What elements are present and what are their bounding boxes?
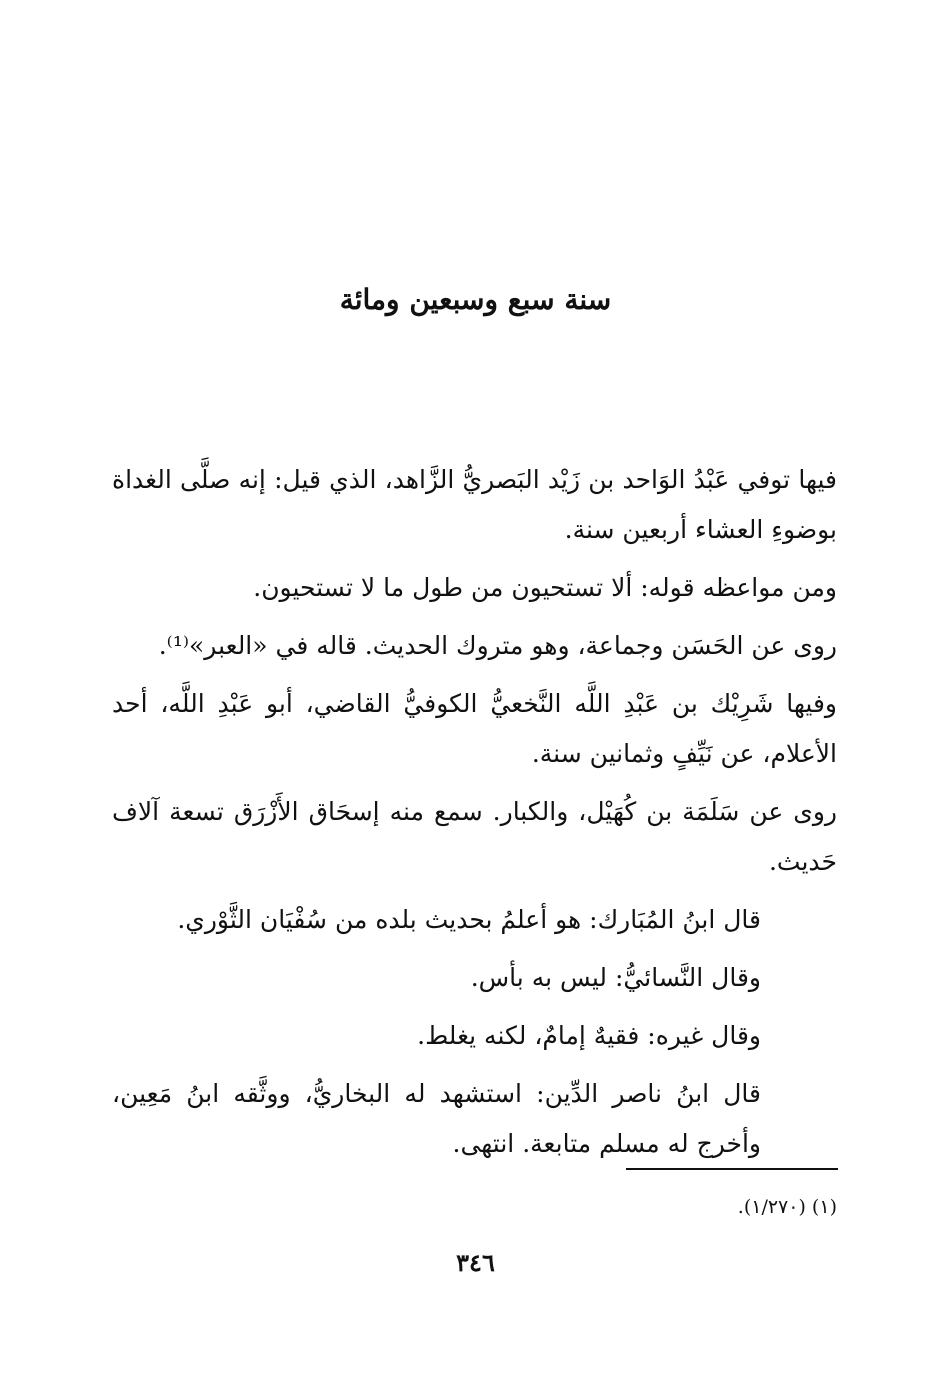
- paragraph: قال ابنُ المُبَارك: هو أعلمُ بحديث بلده من سُفْيَان الثَّوْري.: [177, 905, 761, 934]
- chapter-title: سنة سبع وسبعين ومائة: [339, 283, 612, 316]
- page-number: ٣٤٦: [456, 1248, 495, 1277]
- main-text: [112, 455, 837, 1177]
- footnote-divider: [626, 1168, 838, 1170]
- paragraph: قال ابنُ ناصر الدِّين: استشهد له البخاريُّ، ووثَّقه ابنُ مَعِين، وأخرج له مسلم متابعة. انتهى.: [112, 1079, 761, 1158]
- paragraph: روى عن سَلَمَة بن كُهَيْل، والكبار. سمع منه إسحَاق الأَزْرَق تسعة آلاف حَديث.: [112, 797, 837, 876]
- paragraph: وقال النَّسائيُّ: ليس به بأس.: [470, 963, 761, 992]
- footnote: (١) (١/٢٧٠).: [737, 1196, 837, 1218]
- paragraph: روى عن الحَسَن وجماعة، وهو متروك الحديث. قاله في «العبر»⁽¹⁾.: [158, 631, 837, 660]
- paragraph: وفيها شَرِيْك بن عَبْدِ اللَّه النَّخعيُّ الكوفيُّ القاضي، أبو عَبْدِ اللَّه، أحد الأعلام، عن نَيِّفٍ وثمانين سنة.: [112, 689, 837, 768]
- paragraph: وقال غيره: فقيهٌ إمامٌ، لكنه يغلط.: [417, 1021, 761, 1050]
- paragraph: ومن مواعظه قوله: ألا تستحيون من طول ما لا تستحيون.: [253, 573, 837, 602]
- paragraph: فيها توفي عَبْدُ الوَاحد بن زَيْد البَصريُّ الزَّاهد، الذي قيل: إنه صلَّى الغداة بوضوءِ العشاء أربعين سنة.: [112, 465, 837, 544]
